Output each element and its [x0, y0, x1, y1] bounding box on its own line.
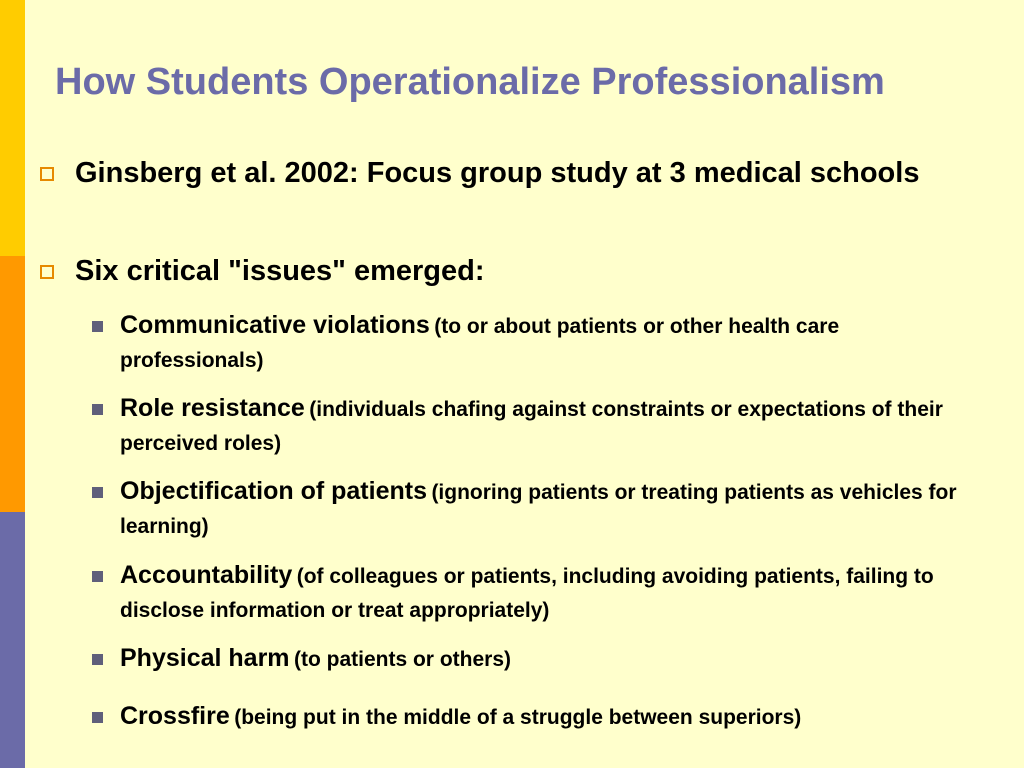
hollow-square-bullet-icon [40, 265, 54, 279]
slide-title: How Students Operationalize Professionalism [55, 61, 885, 103]
sub-bullet-term: Communicative violations [120, 311, 430, 339]
bullet-ginsberg-study [75, 153, 975, 193]
filled-square-bullet-icon [92, 712, 103, 723]
sub-bullet-accountability [120, 559, 980, 629]
filled-square-bullet-icon [92, 487, 103, 498]
hollow-square-bullet-icon [40, 167, 54, 181]
sub-bullet-detail: (individuals chafing against constraints or expectations of their perceived roles) [120, 398, 943, 455]
sub-bullet-detail: (being put in the middle of a struggle between superiors) [234, 706, 802, 729]
sub-bullet-detail: (ignoring patients or treating patients as vehicles for learning) [120, 481, 957, 538]
sub-bullet-physical-harm [120, 642, 980, 678]
bullet-six-issues [75, 251, 975, 291]
sub-bullet-communicative-violations [120, 309, 980, 379]
sub-bullet-detail: (to or about patients or other health care professionals) [120, 315, 840, 372]
bullet-text: Ginsberg et al. 2002: Focus group study at 3 medical schools [75, 157, 920, 189]
sub-bullet-objectification [120, 475, 980, 545]
sub-bullet-term: Physical harm [120, 644, 290, 672]
sub-bullet-term: Objectification of patients [120, 477, 427, 505]
filled-square-bullet-icon [92, 404, 103, 415]
sub-bullet-term: Crossfire [120, 702, 230, 730]
sub-bullet-detail: (to patients or others) [293, 648, 511, 671]
sub-bullet-role-resistance [120, 392, 980, 462]
filled-square-bullet-icon [92, 654, 103, 665]
filled-square-bullet-icon [92, 321, 103, 332]
sub-bullet-detail: (of colleagues or patients, including avoiding patients, failing to disclose information or treat appropriately) [120, 565, 934, 622]
filled-square-bullet-icon [92, 571, 103, 582]
sub-bullet-term: Accountability [120, 561, 293, 589]
sub-bullet-term: Role resistance [120, 394, 305, 422]
sub-bullet-crossfire [120, 700, 980, 736]
bullet-text: Six critical "issues" emerged: [75, 255, 485, 287]
